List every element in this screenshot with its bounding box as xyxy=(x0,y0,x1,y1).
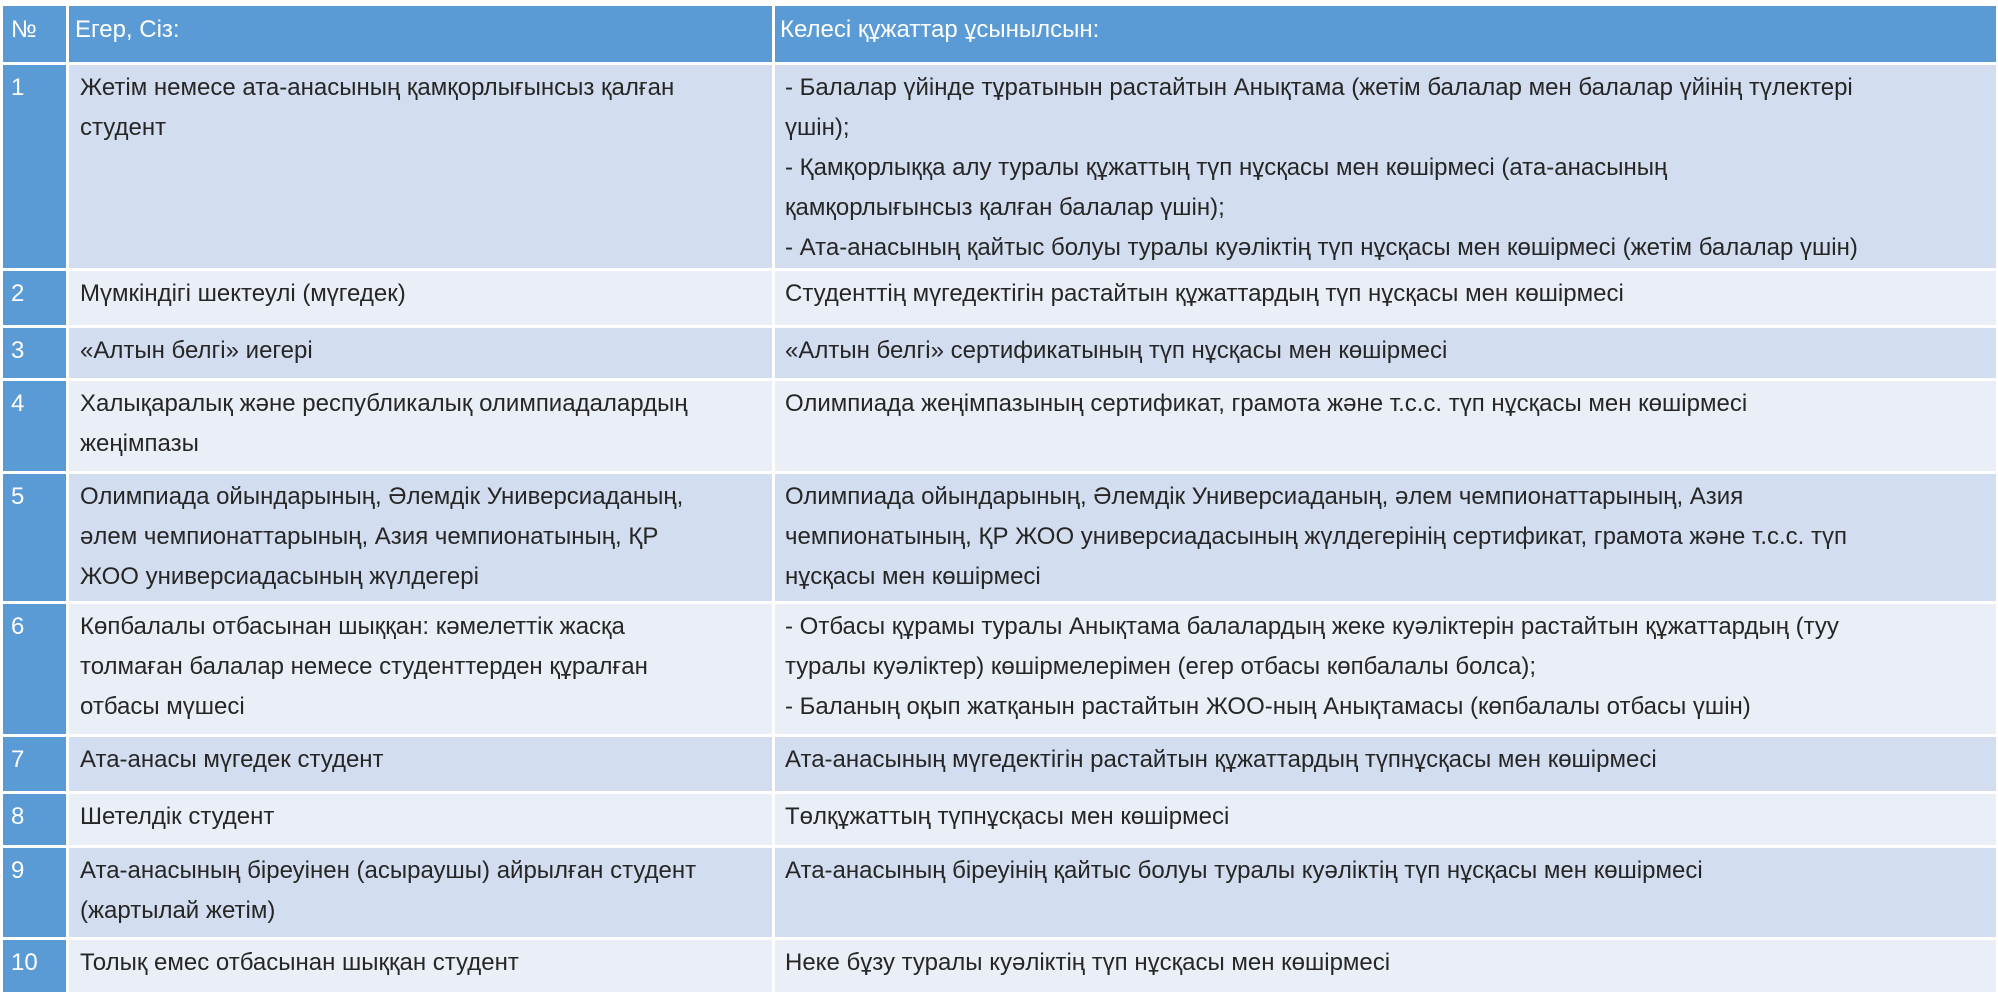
header-case: Егер, Сіз: xyxy=(68,5,774,64)
documents-table xyxy=(0,3,1998,995)
row-number: 3 xyxy=(2,327,68,380)
document-text-line: туралы куәліктер) көшірмелерімен (егер отбасы көпбалалы болса); xyxy=(785,653,1536,680)
documents-cell xyxy=(774,736,1998,793)
document-text-line: нұсқасы мен көшірмесі xyxy=(785,563,1041,590)
case-text-line: Толық емес отбасынан шыққан студент xyxy=(80,949,519,976)
table-row xyxy=(2,603,1998,736)
table-row xyxy=(2,473,1998,603)
documents-cell xyxy=(774,793,1998,847)
case-text-line: студент xyxy=(80,114,167,141)
table-row xyxy=(2,380,1998,473)
case-cell xyxy=(68,380,774,473)
table-header-row xyxy=(2,5,1998,64)
row-number: 7 xyxy=(2,736,68,793)
documents-cell xyxy=(774,473,1998,603)
documents-cell xyxy=(774,939,1998,994)
document-text-line: қамқорлығынсыз қалған балалар үшін); xyxy=(785,194,1225,221)
case-text-line: толмаған балалар немесе студенттерден құралған xyxy=(80,653,648,680)
case-text-line: (жартылай жетім) xyxy=(80,897,276,924)
table-row xyxy=(2,847,1998,939)
documents-cell xyxy=(774,603,1998,736)
documents-cell xyxy=(774,380,1998,473)
documents-cell xyxy=(774,64,1998,270)
row-number: 1 xyxy=(2,64,68,270)
case-text-line: Мүмкіндігі шектеулі (мүгедек) xyxy=(80,280,406,307)
case-text-line: ЖОО универсиадасының жүлдегері xyxy=(80,563,479,590)
case-text-line: әлем чемпионаттарының, Азия чемпионатының, ҚР xyxy=(80,523,659,550)
case-text-line: Ата-анасының біреуінен (асыраушы) айрылған студент xyxy=(80,857,697,884)
row-number: 4 xyxy=(2,380,68,473)
row-number: 5 xyxy=(2,473,68,603)
case-cell xyxy=(68,327,774,380)
case-text-line: жеңімпазы xyxy=(80,430,199,457)
case-text-line: Көпбалалы отбасынан шыққан: кәмелеттік жасқа xyxy=(80,613,625,640)
case-text-line: Жетім немесе ата-анасының қамқорлығынсыз қалған xyxy=(80,74,675,101)
case-cell xyxy=(68,603,774,736)
row-number: 9 xyxy=(2,847,68,939)
table-row xyxy=(2,793,1998,847)
document-text-line: үшін); xyxy=(785,114,850,141)
document-text-line: чемпионатының, ҚР ЖОО универсиадасының жүлдегерінің сертификат, грамота және т.с.с. түп xyxy=(785,523,1847,550)
header-documents: Келесі құжаттар ұсынылсын: xyxy=(774,5,1998,64)
row-number: 10 xyxy=(2,939,68,994)
case-cell xyxy=(68,736,774,793)
document-text-line: Студенттің мүгедектігін растайтын құжаттардың түп нұсқасы мен көшірмесі xyxy=(785,280,1624,307)
document-text-line: Ата-анасының мүгедектігін растайтын құжаттардың түпнұсқасы мен көшірмесі xyxy=(785,746,1657,773)
document-text-line: Неке бұзу туралы куәліктің түп нұсқасы мен көшірмесі xyxy=(785,949,1391,976)
row-number: 8 xyxy=(2,793,68,847)
case-text-line: Олимпиада ойындарының, Әлемдік Универсиаданың, xyxy=(80,483,684,510)
document-text-line: Олимпиада жеңімпазының сертификат, грамота және т.с.с. түп нұсқасы мен көшірмесі xyxy=(785,390,1748,417)
document-text-line: - Балалар үйінде тұратынын растайтын Анықтама (жетім балалар мен балалар үйінің түлектері xyxy=(785,74,1853,101)
header-number: № xyxy=(2,5,68,64)
document-text-line: Олимпиада ойындарының, Әлемдік Универсиаданың, әлем чемпионаттарының, Азия xyxy=(785,483,1744,510)
document-text-line: - Қамқорлыққа алу туралы құжаттың түп нұсқасы мен көшірмесі (ата-анасының xyxy=(785,154,1668,181)
case-cell xyxy=(68,64,774,270)
row-number: 6 xyxy=(2,603,68,736)
document-text-line: Төлқұжаттың түпнұсқасы мен көшірмесі xyxy=(785,803,1230,830)
case-cell xyxy=(68,847,774,939)
table-row xyxy=(2,270,1998,327)
row-number: 2 xyxy=(2,270,68,327)
document-text-line: - Отбасы құрамы туралы Анықтама балалардың жеке куәліктерін растайтын құжаттардың (туу xyxy=(785,613,1839,640)
table-row xyxy=(2,327,1998,380)
case-cell xyxy=(68,270,774,327)
document-text-line: Ата-анасының біреуінің қайтыс болуы туралы куәліктің түп нұсқасы мен көшірмесі xyxy=(785,857,1703,884)
document-text-line: - Баланың оқып жатқанын растайтын ЖОО-ның Анықтамасы (көпбалалы отбасы үшін) xyxy=(785,693,1751,720)
table-row xyxy=(2,64,1998,270)
case-text-line: отбасы мүшесі xyxy=(80,693,245,720)
document-text-line: «Алтын белгі» сертификатының түп нұсқасы мен көшірмесі xyxy=(785,337,1448,364)
documents-cell xyxy=(774,847,1998,939)
table-row xyxy=(2,736,1998,793)
case-text-line: Халықаралық және республикалық олимпиадалардың xyxy=(80,390,688,417)
documents-cell xyxy=(774,327,1998,380)
case-cell xyxy=(68,939,774,994)
document-text-line: - Ата-анасының қайтыс болуы туралы куәліктің түп нұсқасы мен көшірмесі (жетім балалар үшін) xyxy=(785,234,1858,261)
case-text-line: «Алтын белгі» иегері xyxy=(80,337,313,364)
case-cell xyxy=(68,473,774,603)
table-row xyxy=(2,939,1998,994)
documents-cell xyxy=(774,270,1998,327)
case-cell xyxy=(68,793,774,847)
case-text-line: Шетелдік студент xyxy=(80,803,275,830)
case-text-line: Ата-анасы мүгедек студент xyxy=(80,746,384,773)
